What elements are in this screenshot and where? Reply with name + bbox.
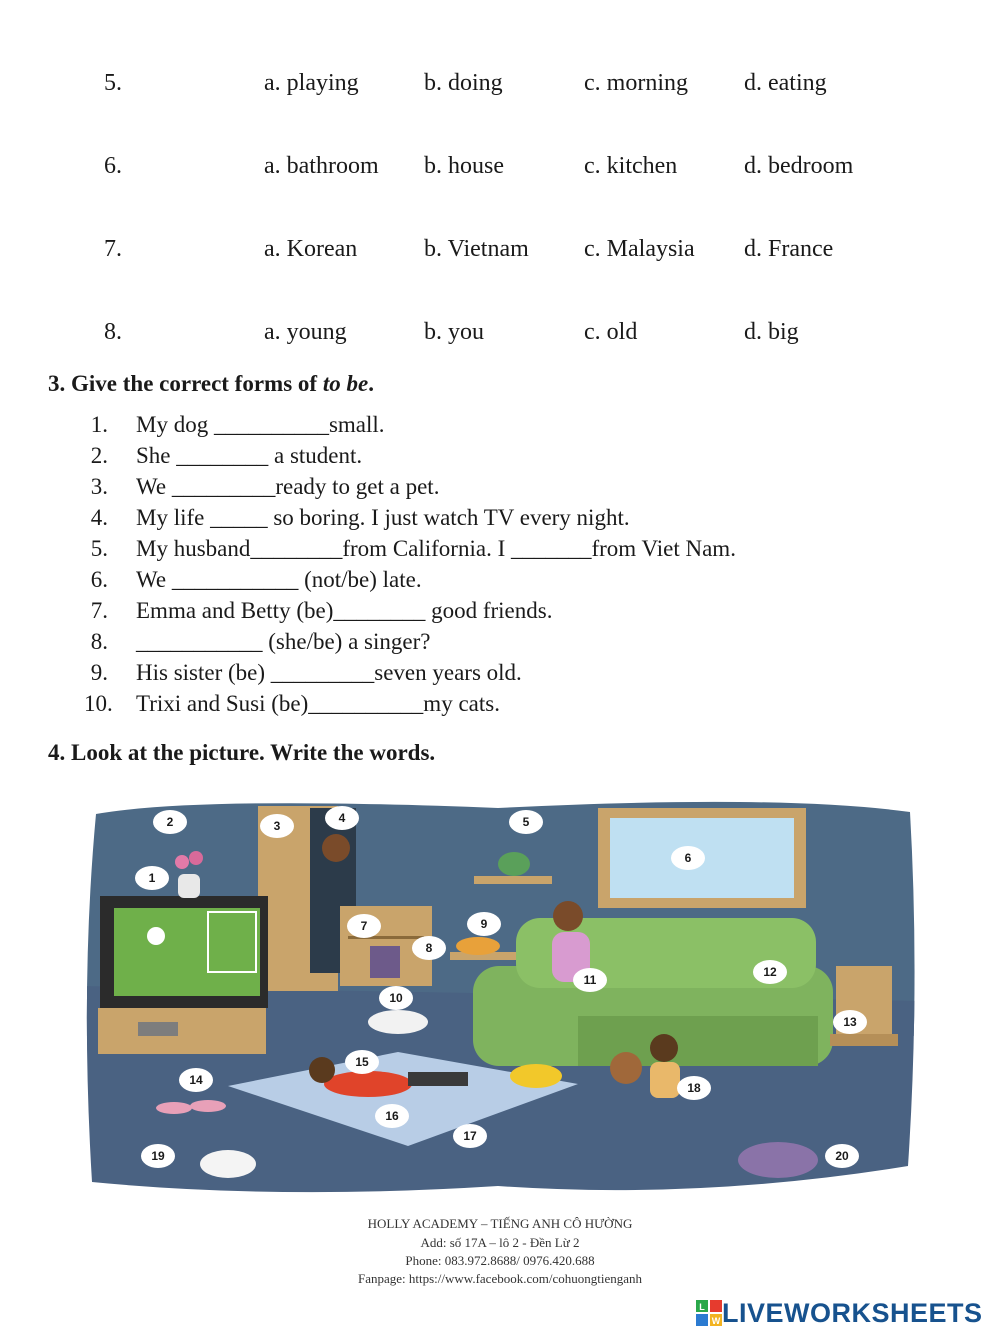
- label-badge: [671, 846, 705, 870]
- handbag: [738, 1142, 818, 1178]
- exercise-item: [0, 409, 1000, 440]
- exercise-sentence: We ___________ (not/be) late.: [136, 567, 422, 592]
- boy-trousers: [408, 1072, 468, 1086]
- exercise-sentence: His sister (be) _________seven years old.: [136, 660, 522, 685]
- exercise-item: [0, 533, 1000, 564]
- label-badge: [509, 810, 543, 834]
- toddler-clothes: [650, 1062, 680, 1098]
- flower: [175, 855, 189, 869]
- exercise-item: [0, 688, 1000, 719]
- books: [370, 946, 400, 978]
- wall-shelf: [474, 876, 552, 884]
- exercise-list: [0, 409, 1000, 719]
- heading-text: 3. Give the correct forms of: [48, 371, 323, 396]
- person-at-door: [322, 834, 350, 862]
- video-player: [138, 1022, 178, 1036]
- option-b: b. house: [424, 153, 504, 179]
- label-number: 18: [687, 1081, 701, 1095]
- tv-screen: [114, 908, 260, 996]
- dog: [368, 1010, 428, 1034]
- fruit-bowl: [456, 937, 500, 955]
- option-d: d. big: [744, 319, 799, 345]
- label-number: 15: [355, 1055, 369, 1069]
- label-badge: [345, 1050, 379, 1074]
- label-badge: [467, 912, 501, 936]
- exercise-number: 2.: [90, 443, 108, 468]
- exercise-number: 3.: [90, 474, 108, 499]
- footer-academy: HOLLY ACADEMY – TIẾNG ANH CÔ HƯỜNG: [367, 1216, 633, 1231]
- toy-car: [510, 1064, 562, 1088]
- footer-address: Add: số 17A – lô 2 - Đền Lừ 2: [420, 1235, 580, 1250]
- label-number: 11: [583, 973, 597, 987]
- option-d: d. bedroom: [744, 153, 854, 179]
- label-number: 1: [148, 871, 156, 885]
- logo-letter: W: [711, 1316, 721, 1326]
- option-b: b. doing: [424, 70, 503, 96]
- label-number: 2: [166, 815, 174, 829]
- boy-shirt: [324, 1071, 412, 1097]
- label-badge: [375, 1104, 409, 1128]
- exercise-number: 10.: [84, 691, 113, 716]
- label-number: 12: [763, 965, 777, 979]
- exercise-item: [0, 440, 1000, 471]
- exercise-item: [0, 657, 1000, 688]
- exercise-sentence: ___________ (she/be) a singer?: [136, 629, 431, 654]
- exercise-number: 8.: [90, 629, 108, 654]
- exercise-sentence: We _________ready to get a pet.: [136, 474, 440, 499]
- exercise-number: 6.: [90, 567, 108, 592]
- question-number: 8.: [104, 319, 122, 345]
- brand-name: LIVEWORKSHEETS: [722, 1297, 983, 1328]
- exercise-item: [0, 502, 1000, 533]
- label-number: 13: [843, 1015, 857, 1029]
- exercise-number: 1.: [90, 412, 108, 437]
- label-number: 14: [189, 1073, 203, 1087]
- label-badge: [135, 866, 169, 890]
- label-badge: [379, 986, 413, 1010]
- exercise-item: [0, 471, 1000, 502]
- question-number: 7.: [104, 236, 122, 262]
- label-badge: [677, 1076, 711, 1100]
- question-number: 5.: [104, 70, 122, 96]
- option-d: d. eating: [744, 70, 827, 96]
- exercise-number: 4.: [90, 505, 108, 530]
- label-number: 10: [389, 991, 403, 1005]
- living-room-illustration: [78, 786, 924, 1204]
- label-number: 3: [273, 819, 281, 833]
- label-badge: [179, 1068, 213, 1092]
- label-number: 8: [425, 941, 433, 955]
- heading-end: .: [368, 371, 374, 396]
- teddy-bear: [610, 1052, 642, 1084]
- girl: [553, 901, 583, 931]
- label-badge: [153, 810, 187, 834]
- exercise-sentence: Emma and Betty (be)________ good friends.: [136, 598, 553, 623]
- exercise-number: 5.: [90, 536, 108, 561]
- exercise-sentence: Trixi and Susi (be)__________my cats.: [136, 691, 500, 716]
- exercise-item: [0, 626, 1000, 657]
- section-4-heading: 4. Look at the picture. Write the words.: [48, 740, 436, 765]
- chair-seat: [830, 1034, 898, 1046]
- exercise-item: [0, 564, 1000, 595]
- lamp: [498, 852, 530, 876]
- option-c: c. morning: [584, 70, 688, 96]
- label-badge: [453, 1124, 487, 1148]
- question-number: 6.: [104, 153, 122, 179]
- label-badge: [825, 1144, 859, 1168]
- exercise-item: [0, 595, 1000, 626]
- exercise-sentence: My dog __________small.: [136, 412, 385, 437]
- label-number: 9: [480, 917, 488, 931]
- exercise-number: 9.: [90, 660, 108, 685]
- slipper: [156, 1102, 192, 1114]
- toddler: [650, 1034, 678, 1062]
- label-badge: [753, 960, 787, 984]
- option-a: a. Korean: [264, 236, 358, 262]
- label-badge: [412, 936, 446, 960]
- option-c: c. kitchen: [584, 153, 678, 179]
- liveworksheets-brand[interactable]: [696, 1296, 983, 1330]
- footer-phone: Phone: 083.972.8688/ 0976.420.688: [405, 1253, 595, 1268]
- vase: [178, 874, 200, 898]
- option-b: b. Vietnam: [424, 236, 529, 262]
- label-number: 20: [835, 1149, 849, 1163]
- label-badge: [573, 968, 607, 992]
- exercise-sentence: My life _____ so boring. I just watch TV every night.: [136, 505, 630, 530]
- option-c: c. Malaysia: [584, 236, 695, 262]
- exercise-sentence: My husband________from California. I _______from Viet Nam.: [136, 536, 736, 561]
- toy-sheep: [200, 1150, 256, 1178]
- liveworksheets-logo-icon: [696, 1300, 722, 1326]
- option-c: c. old: [584, 319, 638, 345]
- flower: [189, 851, 203, 865]
- mc-row-6: [0, 153, 1000, 183]
- mc-row-7: [0, 236, 1000, 266]
- logo-letter: L: [699, 1302, 705, 1312]
- slipper: [190, 1100, 226, 1112]
- option-a: a. bathroom: [264, 153, 379, 179]
- label-number: 6: [684, 851, 692, 865]
- label-number: 4: [338, 811, 346, 825]
- boy: [309, 1057, 335, 1083]
- option-a: a. playing: [264, 70, 359, 96]
- option-b: b. you: [424, 319, 484, 345]
- exercise-number: 7.: [90, 598, 108, 623]
- footer-fanpage: Fanpage: https://www.facebook.com/cohuongtienganh: [357, 1271, 642, 1286]
- section-3-heading: [48, 371, 374, 397]
- football: [147, 927, 165, 945]
- option-a: a. young: [264, 319, 347, 345]
- label-badge: [260, 814, 294, 838]
- exercise-sentence: She ________ a student.: [136, 443, 363, 468]
- mc-row-8: [0, 319, 1000, 349]
- option-d: d. France: [744, 236, 834, 262]
- label-badge: [325, 806, 359, 830]
- label-badge: [141, 1144, 175, 1168]
- label-number: 17: [463, 1129, 477, 1143]
- label-number: 19: [151, 1149, 165, 1163]
- label-badge: [347, 914, 381, 938]
- label-number: 5: [522, 815, 530, 829]
- tv-stand: [98, 1008, 266, 1054]
- heading-italic: to be: [322, 371, 369, 396]
- label-badge: [833, 1010, 867, 1034]
- mc-row-5: [0, 70, 1000, 100]
- label-number: 7: [360, 919, 368, 933]
- label-number: 16: [385, 1109, 399, 1123]
